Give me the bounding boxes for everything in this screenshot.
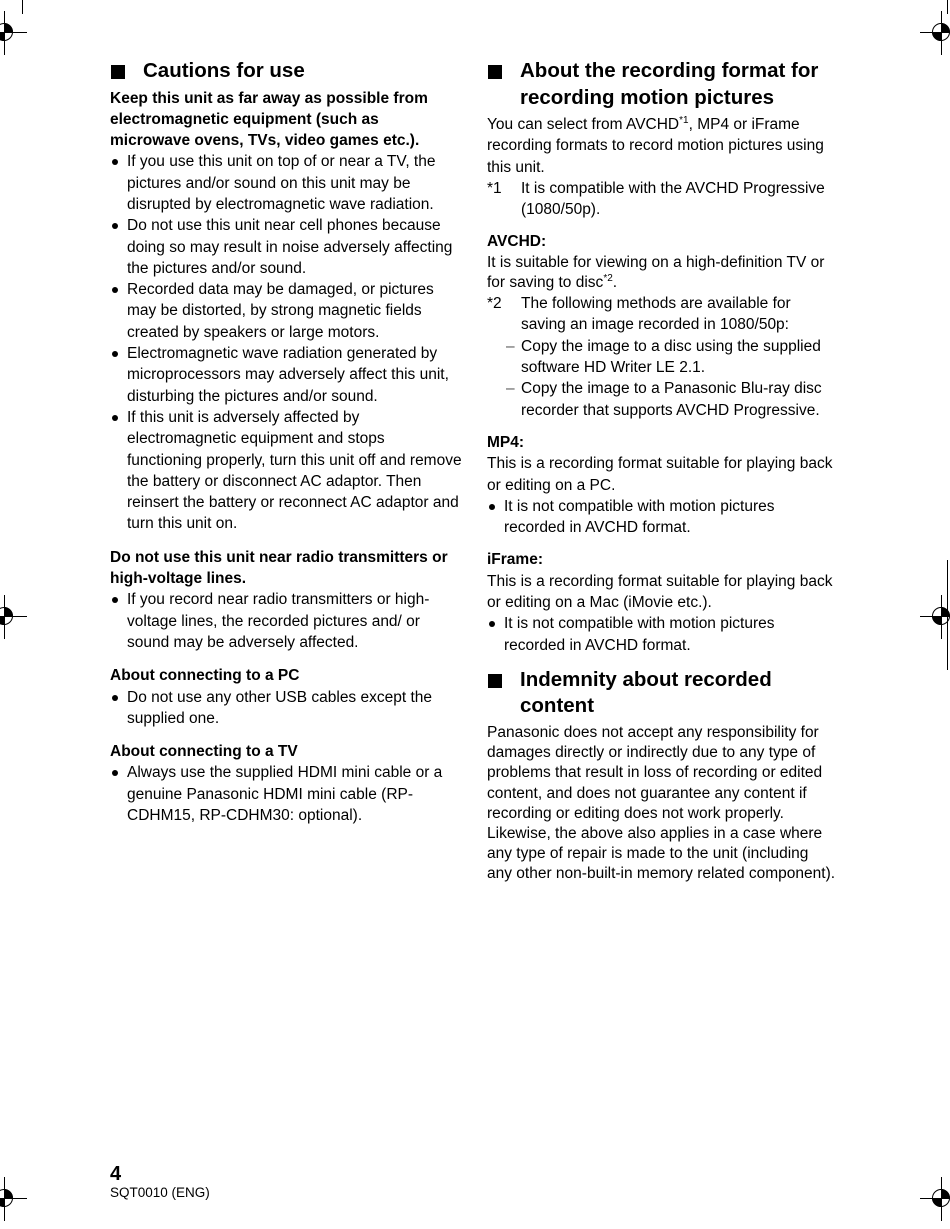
radio-warning: Do not use this unit near radio transmitters or high-voltage lines. <box>110 548 448 588</box>
cautions-bullet-list <box>110 151 462 534</box>
crop-mark-mid-right <box>947 560 948 670</box>
mp4-bullet-list <box>487 496 837 539</box>
section-heading-cautions: Cautions for use <box>110 58 462 85</box>
page-footer <box>110 1163 210 1201</box>
tv-bullet-list <box>110 762 462 826</box>
iframe-description: This is a recording format suitable for playing back or editing on a Mac (iMovie etc.). <box>487 572 833 612</box>
bullet-icon <box>112 351 118 357</box>
bullet-icon <box>112 223 118 229</box>
bullet-icon <box>112 415 118 421</box>
list-item: Always use the supplied HDMI mini cable or a genuine Panasonic HDMI mini cable (RP-CDHM15, RP-CDHM30: optional). <box>110 762 462 826</box>
format-intro: You can select from AVCHD$^{*1}$, MP4 or iFrame recording formats to record motion pictures using this unit. <box>487 115 824 176</box>
tv-connection-title: About connecting to a TV <box>110 743 298 761</box>
right-column <box>487 58 837 885</box>
list-item: If you use this unit on top of or near a TV, the pictures and/or sound on this unit may be disrupted by electromagnetic wave radiation. <box>110 151 462 215</box>
left-column <box>110 58 462 826</box>
bullet-icon <box>112 695 118 701</box>
list-item: It is not compatible with motion pictures recorded in AVCHD format. <box>487 496 837 539</box>
page-number: 4 <box>110 1163 122 1185</box>
crop-mark-top-left <box>22 0 23 14</box>
registration-mark-top-right <box>920 11 950 55</box>
iframe-bullet-list <box>487 613 837 656</box>
bullet-icon <box>112 597 118 603</box>
footnote-1: *1 It is compatible with the AVCHD Progressive (1080/50p). <box>487 179 825 219</box>
square-bullet-icon <box>111 65 125 79</box>
iframe-title: iFrame: <box>487 551 543 569</box>
model-code: SQT0010 (ENG) <box>110 1185 210 1200</box>
bullet-icon <box>112 159 118 165</box>
registration-mark-bottom-left <box>0 1177 27 1221</box>
section-heading-recording-format: About the recording format for recording motion pictures <box>487 58 837 111</box>
square-bullet-icon <box>488 65 502 79</box>
list-item: It is not compatible with motion pictures recorded in AVCHD format. <box>487 613 837 656</box>
registration-mark-top-left <box>0 11 27 55</box>
mp4-title: MP4: <box>487 433 525 451</box>
mp4-description: This is a recording format suitable for playing back or editing on a PC. <box>487 455 833 494</box>
list-item: – Copy the image to a disc using the supplied software HD Writer LE 2.1. <box>506 337 821 377</box>
list-item: Do not use this unit near cell phones because doing so may result in noise adversely affecting the pictures and/or sound. <box>110 215 462 279</box>
dash-icon: – <box>506 337 515 355</box>
avchd-description: It is suitable for viewing on a high-definition TV or for saving to disc$^{*2}$. <box>487 253 825 291</box>
footnote-2: *2 The following methods are available for saving an image recorded in 1080/50p: <box>487 295 791 334</box>
list-item: If this unit is adversely affected by electromagnetic equipment and stops functioning properly, turn this unit off and remove the battery or disconnect AC adaptor. Then reinsert the battery or reconnect AC adaptor and turn this unit on. <box>110 407 462 535</box>
list-item: Do not use any other USB cables except the supplied one. <box>110 687 462 730</box>
bullet-icon <box>112 770 118 776</box>
registration-mark-mid-left <box>0 595 27 639</box>
radio-bullet-list <box>110 589 462 653</box>
registration-mark-mid-right <box>920 595 950 639</box>
pc-connection-title: About connecting to a PC <box>110 667 300 685</box>
bullet-icon <box>112 287 118 293</box>
bullet-icon <box>489 621 495 627</box>
registration-mark-bottom-right <box>920 1177 950 1221</box>
indemnity-description: Panasonic does not accept any responsibility for damages directly or indirectly due to any type of problems that result in loss of recording or edited content, and does not guarantee any content if recording or editing does not work properly. Likewise, the above also applies in a case where any type of repair is made to the unit (including any other non-built-in memory related component). <box>487 723 836 883</box>
avchd-title: AVCHD: <box>487 233 547 251</box>
pc-bullet-list <box>110 687 462 730</box>
list-item: – Copy the image to a Panasonic Blu-ray disc recorder that supports AVCHD Progressive. <box>506 380 822 419</box>
square-bullet-icon <box>488 674 502 688</box>
bullet-icon <box>489 504 495 510</box>
section-heading-indemnity: Indemnity about recorded content <box>487 667 837 720</box>
list-item: Electromagnetic wave radiation generated by microprocessors may adversely affect this unit, disturbing the pictures and/or sound. <box>110 343 462 407</box>
crop-mark-top-right <box>947 0 948 14</box>
list-item: If you record near radio transmitters or high-voltage lines, the recorded pictures and/ or sound may be adversely affected. <box>110 589 462 653</box>
dash-icon: – <box>506 380 515 398</box>
cautions-intro: Keep this unit as far away as possible from electromagnetic equipment (such as microwave ovens, TVs, video games etc.). <box>110 89 428 150</box>
list-item: Recorded data may be damaged, or pictures may be distorted, by strong magnetic fields created by speakers or large motors. <box>110 279 462 343</box>
